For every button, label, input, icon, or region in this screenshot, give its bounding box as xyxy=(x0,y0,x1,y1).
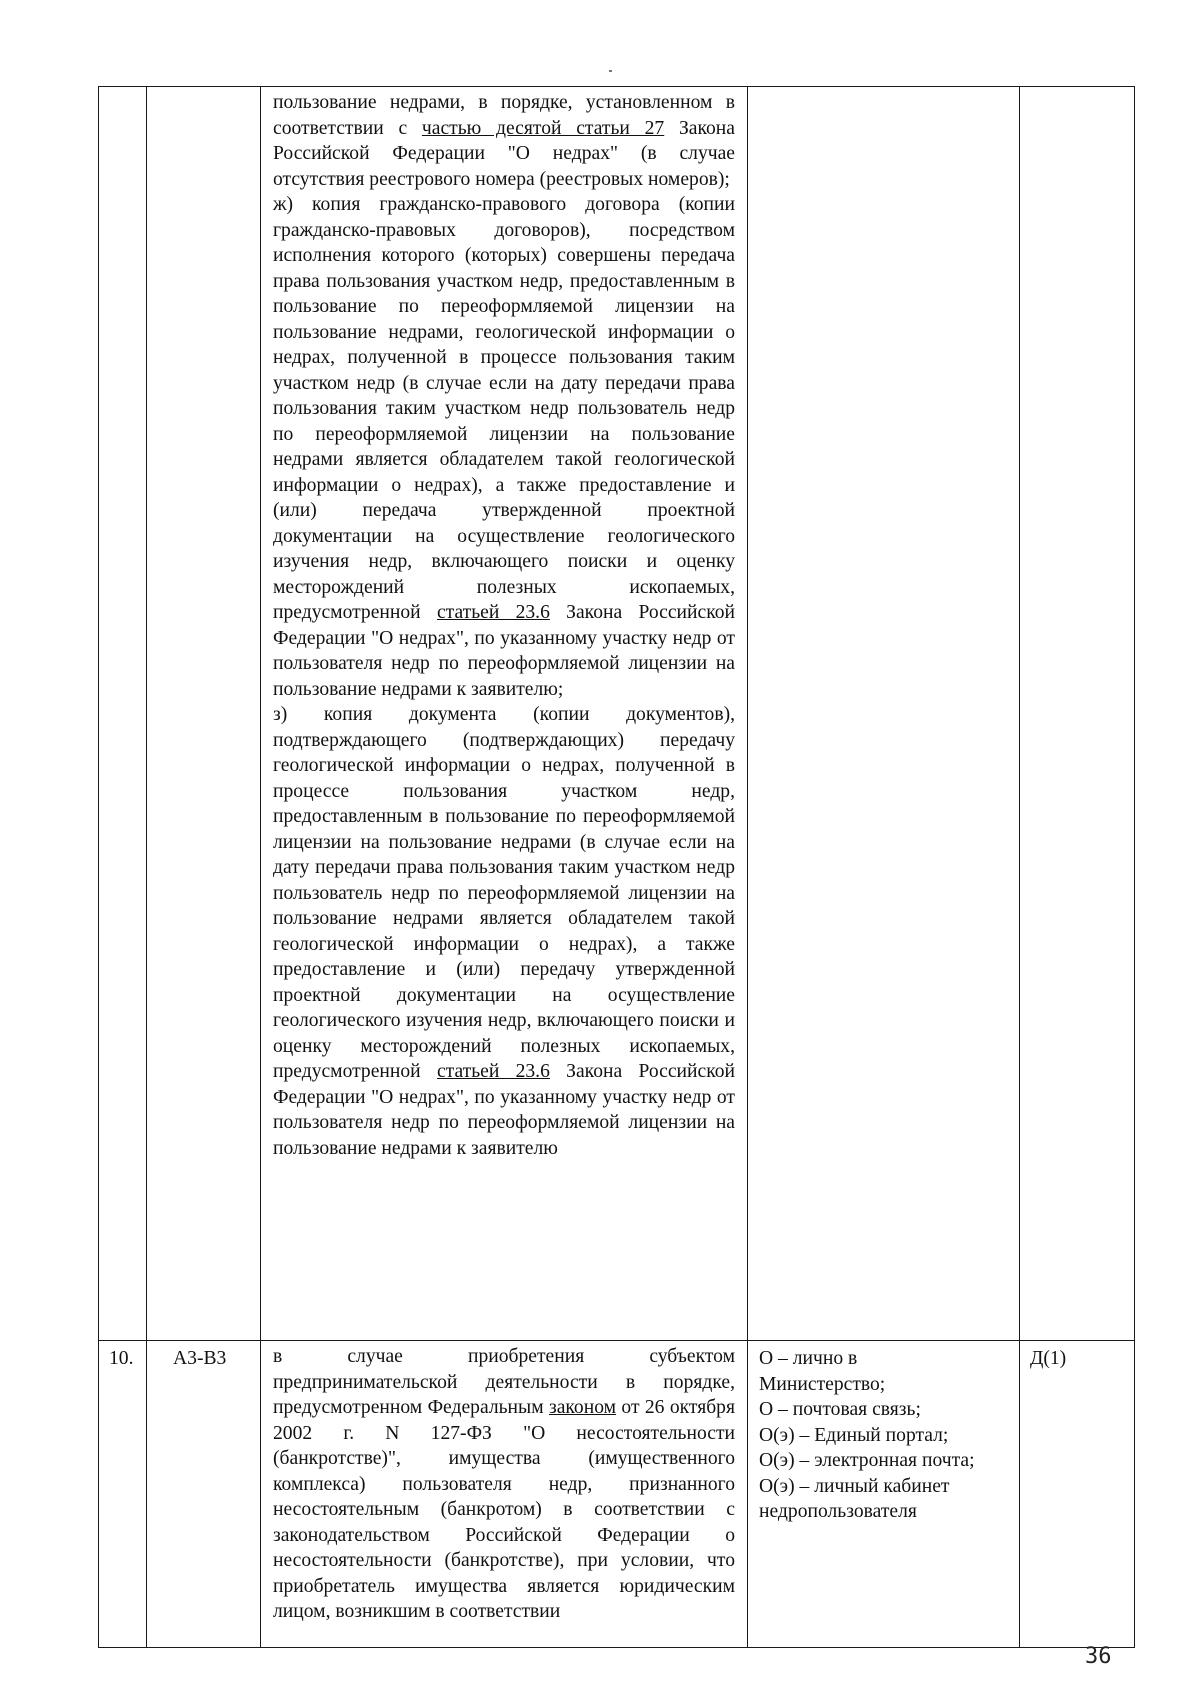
paragraph-text: пользование недрами, в порядке, установленном в соответствии с xyxy=(273,92,735,139)
paragraph-text: ж) копия гражданско-правового договора (копии гражданско-правовых договоров), посредством исполнения которого (которых) совершены передача права пользования участком недр, предоставленным в пользование по переоформляемой лицензии на пользование недрами, геологической информации о недрах, полученной в процессе пользования таким участком недр (в случае если на дату передачи права пользования таким участком недр пользователь недр по переоформляемой лицензии на пользование недрами является обладателем такой геологической информации о недрах), а также предоставление и (или) передача утвержденной проектной документации на осуществление геологического изучения недр, включающего поиски и оценку месторождений полезных ископаемых, предусмотренной xyxy=(273,194,735,623)
legal-reference-link[interactable]: законом xyxy=(548,1397,617,1418)
paragraph-text: Закона Российской Федерации "О недрах", по указанному участку недр от пользователя недр по переоформляемой лицензии на пользование недрами к заявителю; xyxy=(273,602,736,700)
submission-method: О(э) – личный кабинет xyxy=(759,1475,950,1497)
procedures-table xyxy=(98,86,1135,1648)
paragraph-text: в случае приобретения субъектом предпринимательской деятельности в порядке, предусмотренном Федеральным xyxy=(273,1346,735,1418)
row-text-cell xyxy=(261,1341,748,1648)
paragraph xyxy=(273,90,735,192)
submission-method: Министерство; xyxy=(759,1373,886,1395)
submission-method: О(э) – Единый портал; xyxy=(759,1424,949,1446)
row-number: 10. xyxy=(109,1348,134,1369)
paragraph-list xyxy=(273,1344,735,1625)
page-number: 36 xyxy=(1085,1644,1112,1669)
paragraph-text: от 26 октября 2002 г. N 127-ФЗ "О несостоятельности (банкротстве)", имущества (имущественного комплекса) пользователя недр, признанного несостоятельным (банкротом) в соответствии с законодательством Российской Федерации о несостоятельности (банкротстве), при условии, что приобретатель имущества является юридическим лицом, возникшим в соответствии xyxy=(273,1397,735,1622)
row-number-cell xyxy=(99,1341,147,1648)
row-code-cell xyxy=(147,87,261,1341)
method-list xyxy=(748,87,1019,92)
row-term-cell xyxy=(1020,1341,1135,1648)
paragraph-text: з) копия документа (копии документов), подтверждающего (подтверждающих) передачу геологической информации о недрах, полученной в процессе пользования участком недр, предоставленным в пользование по переоформляемой лицензии на пользование недрами (в случае если на дату передачи права пользования таким участком недр пользователь недр по переоформляемой лицензии на пользование недрами является обладателем такой геологической информации о недрах), а также предоставление и (или) передачу утвержденной проектной документации на осуществление геологического изучения недр, включающего поиски и оценку месторождений полезных ископаемых, предусмотренной xyxy=(273,704,735,1082)
method-list xyxy=(748,1341,1019,1525)
row-code-cell xyxy=(147,1341,261,1648)
paragraph xyxy=(273,702,735,1161)
paragraph xyxy=(273,1344,735,1625)
row-term: Д(1) xyxy=(1030,1348,1067,1369)
row-term-cell xyxy=(1020,87,1135,1341)
submission-method: О – почтовая связь; xyxy=(759,1399,921,1420)
scan-speck xyxy=(609,70,612,72)
row-number-cell xyxy=(99,87,147,1341)
table-row xyxy=(99,87,1135,1341)
paragraph-text: Закона Российской Федерации "О недрах" (в случае отсутствия реестрового номера (реестровых номеров); xyxy=(273,117,735,190)
row-text-cell xyxy=(261,87,748,1341)
legal-reference-link[interactable]: статьей 23.6 xyxy=(436,1061,550,1082)
row-code: А3-В3 xyxy=(173,1348,227,1369)
submission-method: О(э) – электронная почта; xyxy=(759,1450,975,1471)
table-row xyxy=(99,1341,1135,1648)
legal-reference-link[interactable]: частью десятой статьи 27 xyxy=(421,117,665,139)
legal-reference-link[interactable]: статьей 23.6 xyxy=(436,602,550,623)
row-method-cell xyxy=(748,87,1020,1341)
paragraph xyxy=(273,192,735,702)
row-method-cell xyxy=(748,1341,1020,1648)
submission-method: О – лично в xyxy=(759,1348,858,1369)
paragraph-list xyxy=(273,90,735,1161)
submission-method: недропользователя xyxy=(759,1501,917,1522)
paragraph-text: Закона Российской Федерации "О недрах", по указанному участку недр от пользователя недр по переоформляемой лицензии на пользование недрами к заявителю xyxy=(273,1061,736,1159)
